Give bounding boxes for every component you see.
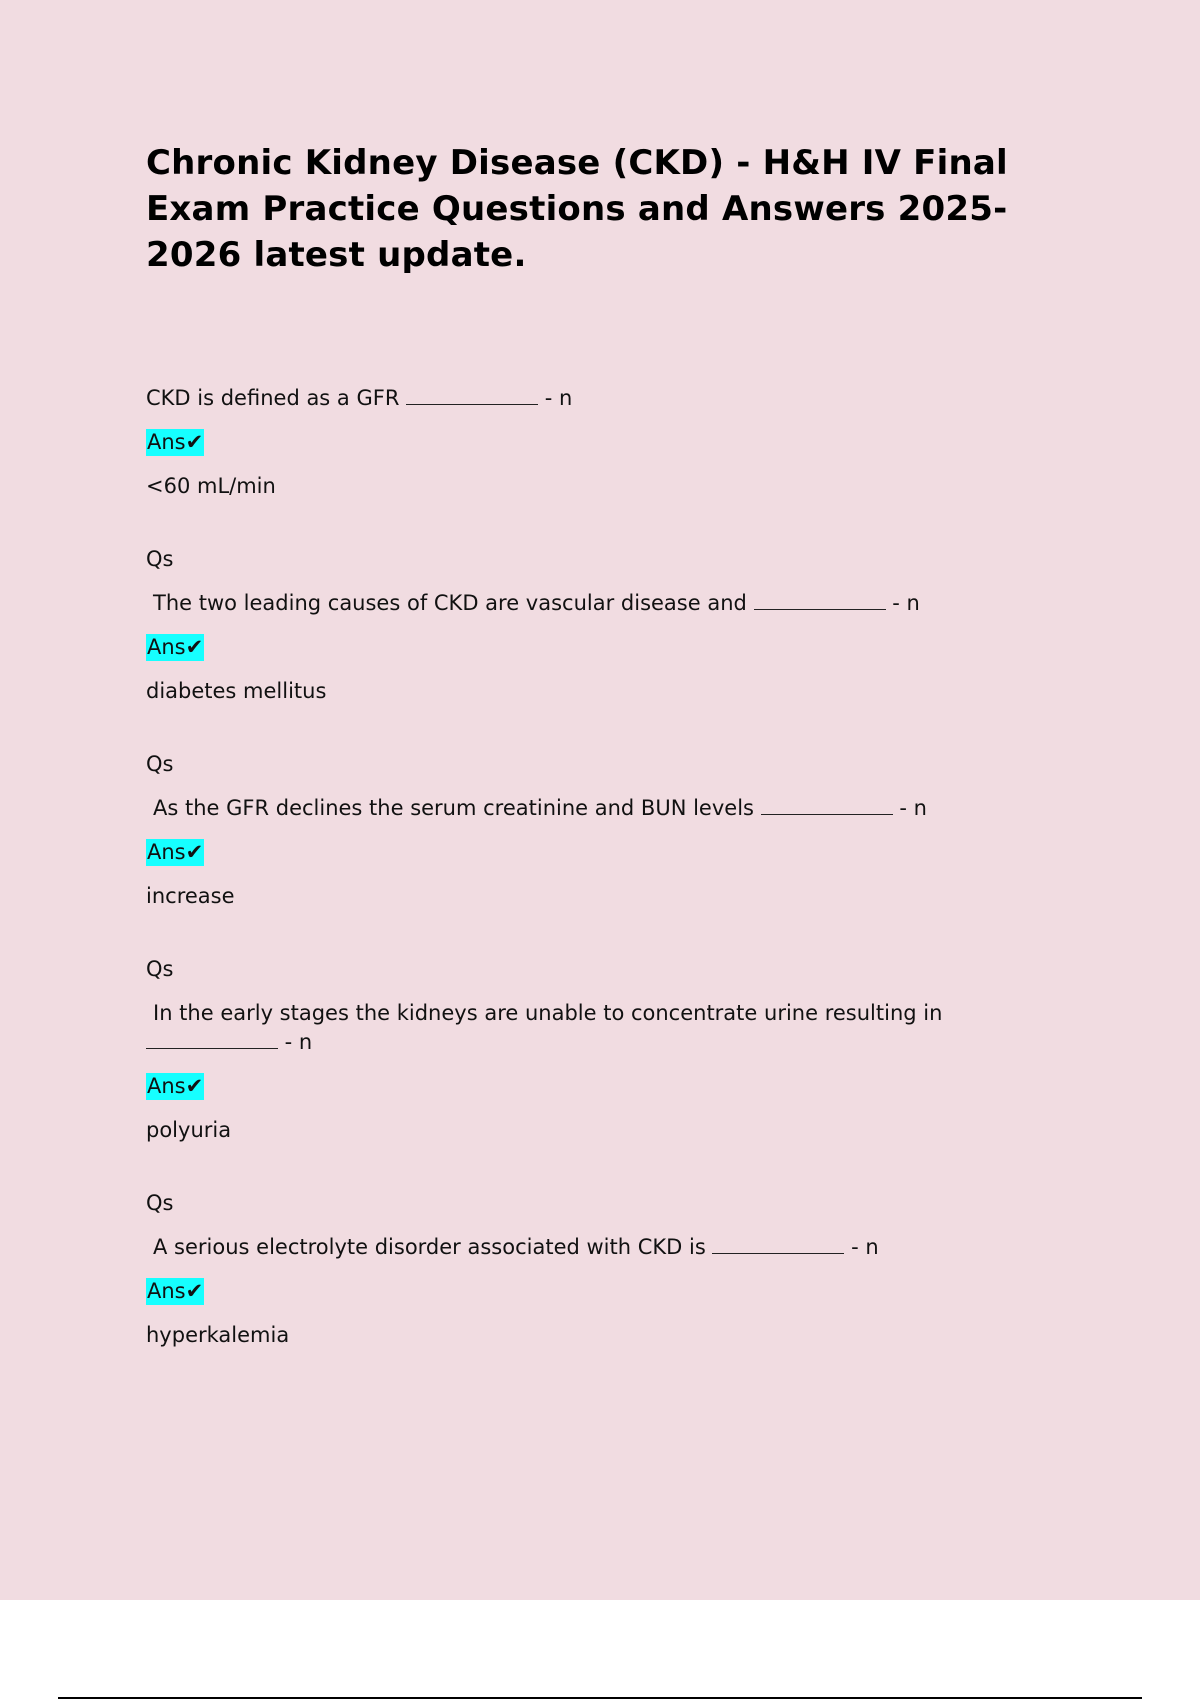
question-text (146, 589, 1076, 618)
answer-label-badge: Ans✔ (147, 1074, 204, 1098)
question-text (146, 999, 1076, 1057)
question-text (146, 384, 1076, 413)
question-text-after: - n (892, 796, 927, 820)
question-text-after: - n (844, 1235, 879, 1259)
answer-text: hyperkalemia (146, 1323, 290, 1347)
question-text-before: CKD is defined as a GFR (146, 386, 407, 410)
answer-label-badge: Ans✔ (147, 430, 204, 454)
question-text-after: - n (538, 386, 573, 410)
answer-blank (761, 796, 893, 815)
qa-item-4 (146, 955, 1076, 1145)
question-text-before: As the GFR declines the serum creatinine and BUN levels (153, 796, 761, 820)
answer-label-badge: Ans✔ (147, 840, 204, 864)
qa-item-2 (146, 545, 1076, 706)
question-text (146, 794, 1076, 823)
qa-item-1 (146, 384, 1076, 501)
footer-divider (58, 1697, 1142, 1699)
question-label: Qs (146, 752, 174, 776)
answer-label-badge: Ans✔ (147, 1279, 204, 1303)
answer-label-row (146, 1072, 1076, 1101)
question-label: Qs (146, 547, 174, 571)
answer-label-row (146, 633, 1076, 662)
question-text (146, 1233, 1076, 1262)
question-text-before: A serious electrolyte disorder associated with CKD is (153, 1235, 713, 1259)
qa-item-5 (146, 1189, 1076, 1350)
document-title: Chronic Kidney Disease (CKD) - H&H IV Final Exam Practice Questions and Answers 2025-2026 latest update. (146, 143, 1008, 275)
document-body (146, 140, 1076, 1394)
answer-blank (754, 591, 886, 610)
answer-text: increase (146, 884, 235, 908)
question-label: Qs (146, 1191, 174, 1215)
qa-list (146, 384, 1076, 1350)
answer-text: <60 mL/min (146, 474, 276, 498)
answer-label-row (146, 428, 1076, 457)
answer-label-row (146, 838, 1076, 867)
answer-blank (712, 1235, 844, 1254)
answer-label-row (146, 1277, 1076, 1306)
answer-blank (406, 386, 538, 405)
answer-blank (146, 1030, 278, 1049)
question-text-before: In the early stages the kidneys are unable to concentrate urine resulting in (153, 1001, 950, 1025)
question-label: Qs (146, 957, 174, 981)
qa-item-3 (146, 750, 1076, 911)
answer-label-badge: Ans✔ (147, 635, 204, 659)
question-text-before: The two leading causes of CKD are vascular disease and (153, 591, 754, 615)
question-text-after: - n (278, 1030, 313, 1054)
answer-text: diabetes mellitus (146, 679, 327, 703)
question-text-after: - n (885, 591, 920, 615)
answer-text: polyuria (146, 1118, 232, 1142)
